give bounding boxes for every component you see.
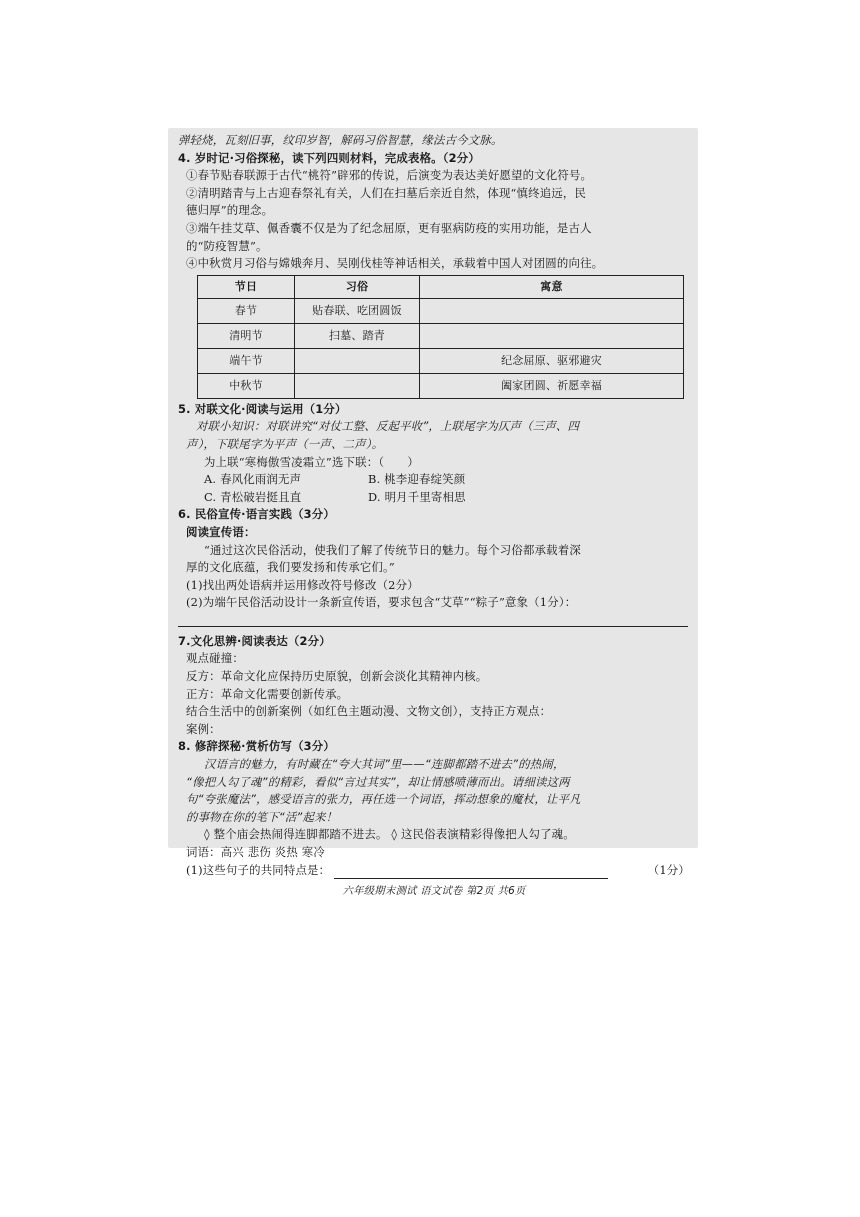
option-c[interactable]: C. 青松破岩挺且直 [204,489,302,504]
table-row [198,373,684,398]
cell-meaning-blank[interactable] [420,298,684,323]
option-d[interactable]: D. 明月千里寄相思 [368,489,466,504]
option-b[interactable]: B. 桃李迎春绽笑颜 [368,472,466,487]
q8-para-b: “像把人勾了魂”的精彩，看似“言过其实”，却让情感喷薄而出。请细读这两 [186,774,570,789]
table-row [198,298,684,323]
q4-material-2a: ②清明踏青与上古迎春祭礼有关，人们在扫墓后亲近自然，体现“慎终追远，民 [186,185,587,200]
q6-subtitle: 阅读宣传语： [186,524,256,539]
q4-title: 4. 岁时记·习俗探秘，读下列四则材料，完成表格。（2分） [178,150,480,165]
q5-tip-a: 对联小知识：对联讲究“对仗工整、反起平收”，上联尾字为仄声（三声、四 [196,419,580,434]
cell-meaning-blank[interactable] [420,323,684,348]
header-meaning: 寓意 [420,275,684,298]
q5-options-row-1 [178,471,690,489]
cell-custom-blank[interactable] [295,348,420,373]
q7-line-1: 观点碰撞： [186,651,244,666]
cell-custom: 贴春联、吃团圆饭 [295,298,420,323]
q7-line-2: 反方：革命文化应保持历史原貌，创新会淡化其精神内核。 [186,669,488,684]
header-festival: 节日 [198,275,295,298]
q5-tip-b: 声），下联尾字为平声（一声、二声）。 [186,436,384,451]
q7-line-3: 正方：革命文化需要创新传承。 [186,686,349,701]
exam-page [178,132,690,901]
q7-line-4: 结合生活中的创新案例（如红色主题动漫、文物文创），支持正方观点： [186,704,552,719]
cell-festival: 清明节 [198,323,295,348]
q8-para-a: 汉语言的魅力，有时藏在“夸大其词”里——“连脚都踏不进去”的热闹， [204,757,565,772]
q8-task-1-points: （1分） [647,862,690,877]
cell-meaning: 阖家团圆、祈愿幸福 [420,373,684,398]
q5-question: 为上联“寒梅傲雪凌霜立”选下联：（ ） [204,454,419,469]
q6-answer-line[interactable] [178,612,688,627]
cell-custom-blank[interactable] [295,373,420,398]
table-header-row [198,275,684,298]
q8-examples: ◊ 整个庙会热闹得连脚都踏不进去。 ◊ 这民俗表演精彩得像把人勾了魂。 [204,827,575,842]
q6-quote-a: “通过这次民俗活动，使我们了解了传统节日的魅力。每个习俗都承载着深 [204,542,581,557]
cell-meaning: 纪念屈原、驱邪避灾 [420,348,684,373]
q8-para-c: 句“夸张魔法”，感受语言的张力，再任选一个词语，挥动想象的魔杖，让平凡 [186,792,581,807]
q4-material-4: ④中秋赏月习俗与嫦娥奔月、吴刚伐桂等神话相关，承载着中国人对团圆的向往。 [186,256,604,271]
q4-material-3b: 的“防疫智慧”。 [186,238,268,253]
q8-para-d: 的事物在你的笔下“活”起来！ [186,809,338,824]
customs-table [197,275,684,399]
q4-material-2b: 德归厚”的理念。 [186,203,274,218]
intro-tail: 弹轻烧，瓦刻旧事，纹印岁智，解码习俗智慧，缘法古今文脉。 [178,133,503,147]
q8-task-1-blank[interactable] [334,866,608,879]
q8-task-1: (1)这些句子的共同特点是： [186,862,331,877]
q7-title: 7.文化思辨·阅读表达（2分） [178,633,331,648]
q5-title: 5. 对联文化·阅读与运用（1分） [178,401,347,416]
q4-material-3a: ③端午挂艾草、佩香囊不仅是为了纪念屈原，更有驱病防疫的实用功能，是古人 [186,220,592,235]
table-row [198,348,684,373]
cell-festival: 中秋节 [198,373,295,398]
q8-title: 8. 修辞探秘·赏析仿写（3分） [178,739,335,754]
header-custom: 习俗 [295,275,420,298]
q6-quote-b: 厚的文化底蕴，我们要发扬和传承它们。” [186,560,395,575]
q5-options-row-2 [178,489,690,507]
cell-festival: 春节 [198,298,295,323]
cell-custom: 扫墓、踏青 [295,323,420,348]
q8-words: 词语：高兴 悲伤 炎热 寒冷 [186,845,325,859]
cell-festival: 端午节 [198,348,295,373]
q7-case-label[interactable]: 案例： [186,721,221,736]
page-footer: 六年级期末测试 语文试卷 第2页 共6页 [342,885,526,898]
q6-title: 6. 民俗宣传·语言实践（3分） [178,507,335,522]
q8-task-1-row [178,862,690,880]
table-row [198,323,684,348]
q6-task-2: (2)为端午民俗活动设计一条新宣传语，要求包含“艾草”“粽子”意象（1分）： [186,595,577,610]
q6-task-1: (1)找出两处语病并运用修改符号修改（2分） [186,577,419,592]
option-a[interactable]: A. 春风化雨润无声 [204,472,302,487]
q4-material-1: ①春节贴春联源于古代“桃符”辟邪的传说，后演变为表达美好愿望的文化符号。 [186,168,593,183]
